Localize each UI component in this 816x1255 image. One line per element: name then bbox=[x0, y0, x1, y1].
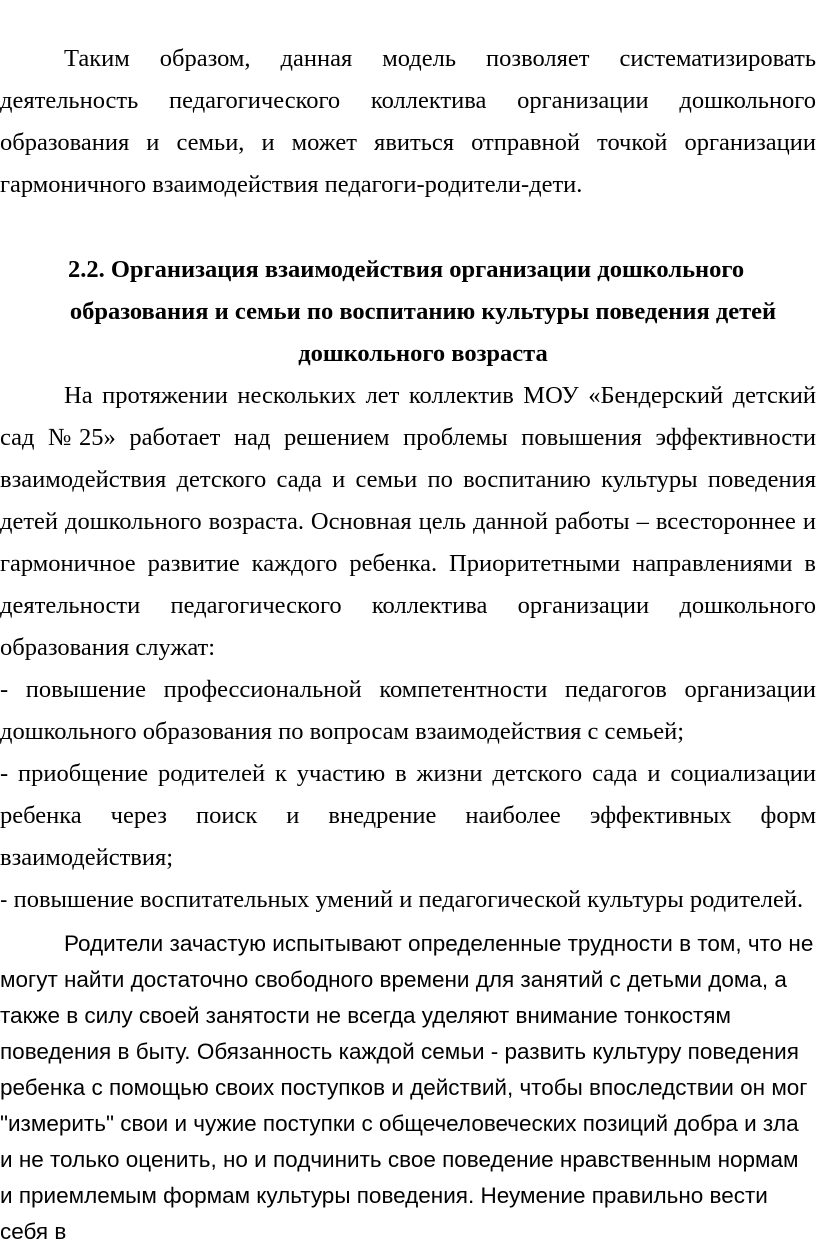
list-item-3 bbox=[0, 885, 816, 915]
parents-line-4 bbox=[0, 1037, 816, 1067]
list-item-3-text: повышение воспитательных умений и педагогической культуры родителей. bbox=[13, 886, 804, 913]
main-line-4: детей дошкольного возраста. Основная цель данной работы – всестороннее и bbox=[0, 508, 816, 535]
list-item-1-line-2: дошкольного образования по вопросам взаимодействия с семьей; bbox=[0, 718, 685, 745]
intro-line-2: деятельность педагогического коллектива организации дошкольного bbox=[0, 87, 816, 114]
parents-line-4b: Обязанность каждой семьи - развить культуру поведения bbox=[196, 1039, 799, 1064]
list-item-2-line-1: - приобщение родителей к участию в жизни детского сада и социализации bbox=[0, 760, 816, 787]
section-heading-line-3: дошкольного возраста bbox=[298, 340, 548, 367]
parents-line-5: ребенка с помощью своих поступков и действий, чтобы впоследствии он мог bbox=[0, 1075, 808, 1100]
section-heading-line-2: образования и семьи по воспитанию культуры поведения детей bbox=[69, 298, 777, 325]
section-heading-line-1: 2.2. Организация взаимодействия организации дошкольного bbox=[68, 256, 745, 283]
parents-line-3: также в силу своей занятости не всегда уделяют внимание тонкостям bbox=[0, 1003, 731, 1028]
parents-line-9: себя в bbox=[0, 1219, 67, 1244]
parents-line-7: и не только оценить, но и подчинить свое поведение нравственным нормам bbox=[0, 1147, 799, 1172]
main-line-6: деятельности педагогического коллектива организации дошкольного bbox=[0, 592, 816, 619]
list-item-2-line-2: ребенка через поиск и внедрение наиболее эффективных форм bbox=[0, 802, 816, 829]
parents-line-6: "измерить" свои и чужие поступки с общечеловеческих позиций добра и зла bbox=[0, 1111, 799, 1136]
parents-line-1: Родители зачастую испытывают определенные трудности в том, что не bbox=[64, 931, 814, 956]
parents-line-8: и приемлемым формам культуры поведения. Неумение правильно вести bbox=[0, 1183, 768, 1208]
main-line-7: образования служат: bbox=[0, 634, 216, 661]
parents-line-2: могут найти достаточно свободного времени для занятий с детьми дома, а bbox=[0, 967, 787, 992]
main-line-1: На протяжении нескольких лет коллектив МОУ «Бендерский детский bbox=[64, 382, 816, 409]
list-item-2-line-3: взаимодействия; bbox=[0, 844, 174, 871]
main-line-2: сад №25» работает над решением проблемы повышения эффективности bbox=[0, 424, 816, 451]
main-line-5: гармоничное развитие каждого ребенка. Приоритетными направлениями в bbox=[0, 550, 816, 577]
list-dash: - bbox=[0, 887, 8, 912]
parents-line-4a: поведения в быту. bbox=[0, 1039, 191, 1064]
main-line-3: взаимодействия детского сада и семьи по воспитанию культуры поведения bbox=[0, 466, 816, 493]
intro-line-4: гармоничного взаимодействия педагоги-родители-дети. bbox=[0, 171, 583, 198]
intro-line-3: образования и семьи, и может явиться отправной точкой организации bbox=[0, 129, 816, 156]
intro-line-1: Таким образом, данная модель позволяет систематизировать bbox=[64, 45, 816, 72]
list-item-1-line-1: - повышение профессиональной компетентности педагогов организации bbox=[0, 676, 816, 703]
